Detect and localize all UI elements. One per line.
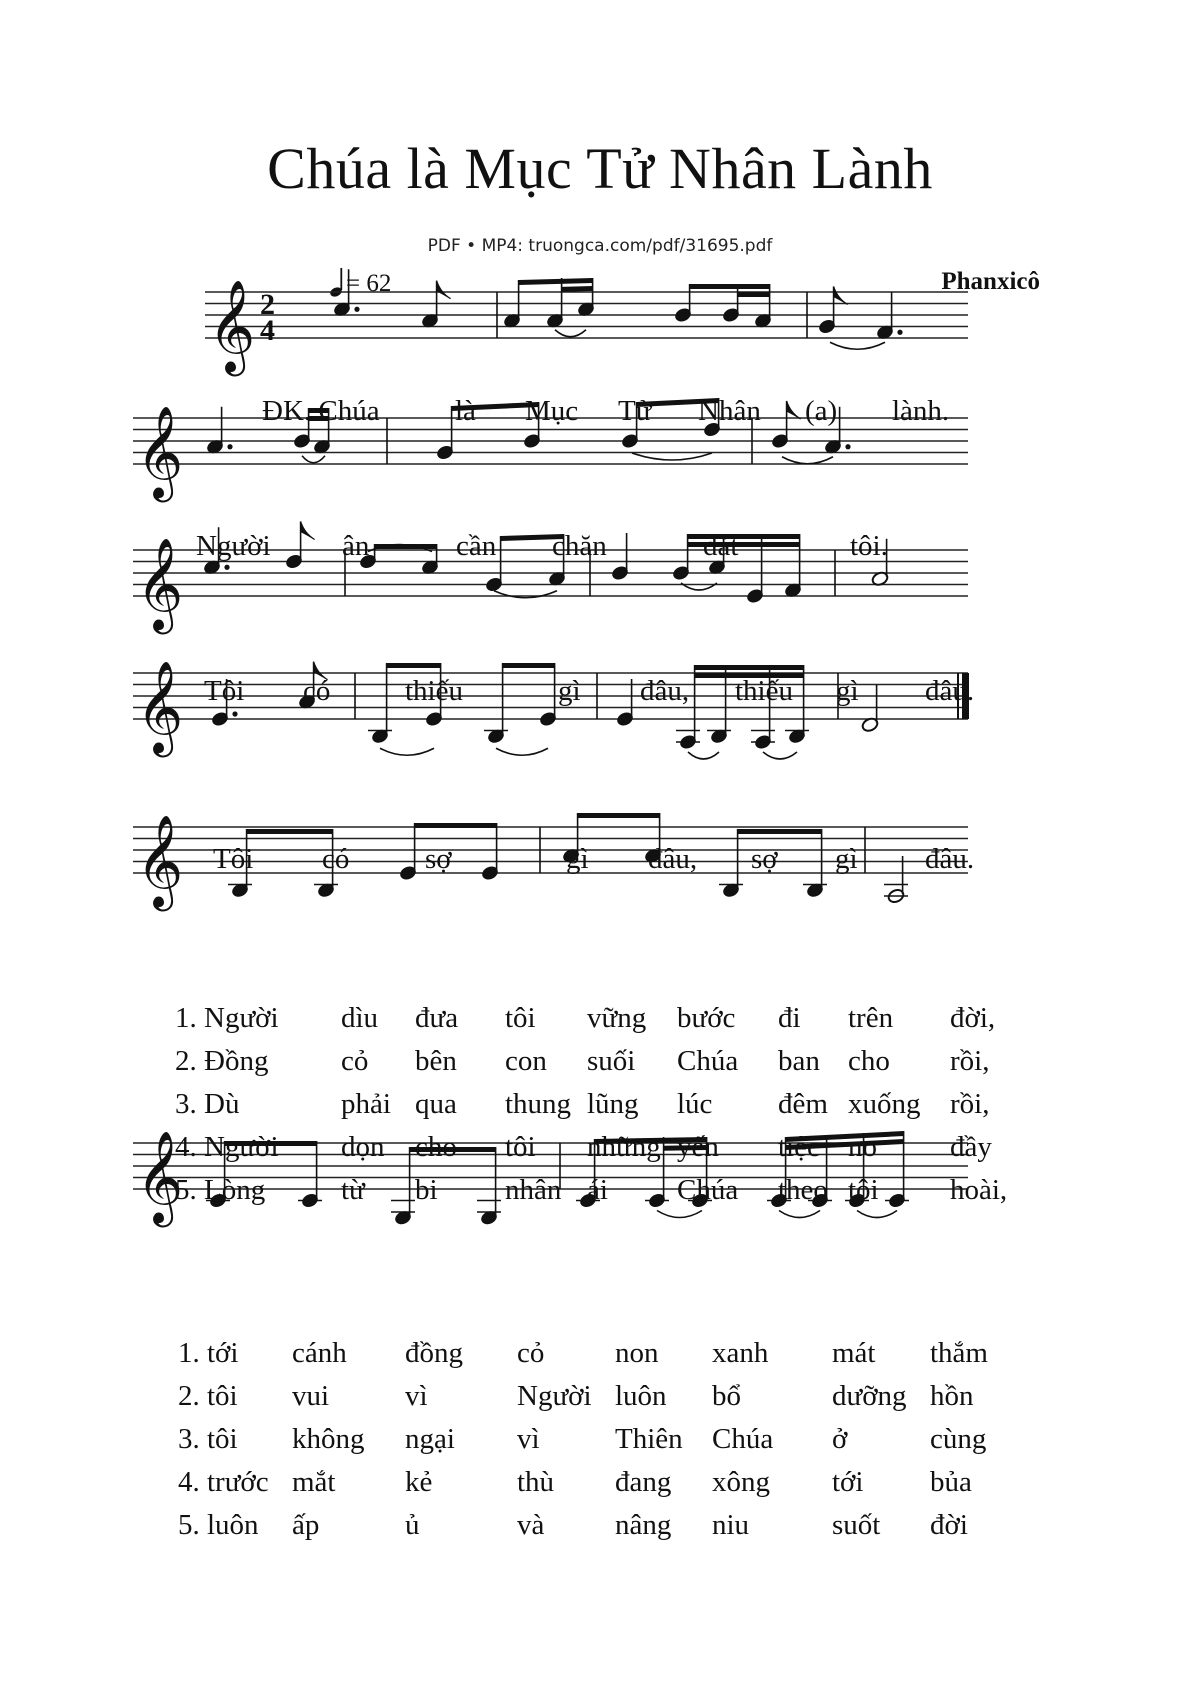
refrain-lyric: sợ <box>751 843 778 875</box>
verse-lyric: đồng <box>405 1337 463 1369</box>
time-signature-bottom: 4 <box>260 314 275 347</box>
verse-lyric: Chúa <box>677 1174 739 1206</box>
verse-lyric: bên <box>415 1045 457 1077</box>
verse-lyric: tới <box>832 1466 864 1498</box>
verse-lyric: vững <box>587 1002 647 1034</box>
beam <box>690 284 770 289</box>
verse-lyric: niu <box>712 1509 750 1541</box>
beam <box>562 286 593 292</box>
verse-lyric: từ <box>341 1174 365 1206</box>
verse-lyric: Chúa <box>677 1045 739 1077</box>
verse-lyric: dưỡng <box>832 1380 907 1412</box>
dot <box>232 711 237 716</box>
verse-lyric: đêm <box>778 1088 828 1120</box>
verse-lyric: no <box>848 1131 877 1163</box>
verse-lyric: thung <box>505 1088 572 1120</box>
verse-lyric: 2. tôi <box>178 1380 238 1412</box>
verse-lyric: cánh <box>292 1337 347 1369</box>
refrain-lyric: có <box>303 675 331 707</box>
refrain-lyric: Tử <box>618 395 652 427</box>
verse-lyric: đời <box>930 1509 968 1541</box>
verse-lyric: cỏ <box>517 1337 545 1369</box>
verse-lyric: thù <box>517 1466 555 1498</box>
treble-clef-icon: 𝄞 <box>136 818 184 906</box>
verse-lyric: luôn <box>615 1380 667 1412</box>
dot <box>897 330 902 335</box>
slur <box>380 748 434 755</box>
beam <box>695 665 804 670</box>
verse-lyric: cho <box>848 1045 890 1077</box>
verse-lyric: nâng <box>615 1509 672 1541</box>
verse-lyric: những <box>587 1131 661 1163</box>
verse-lyric: 5. Lòng <box>175 1174 266 1206</box>
treble-clef-icon: 𝄞 <box>208 283 256 371</box>
beam <box>247 829 333 834</box>
verse-lyric: Chúa <box>712 1423 774 1455</box>
verse-lyric: bước <box>677 1002 736 1034</box>
verse-lyric: dọn <box>341 1131 385 1163</box>
refrain-lyric: sợ <box>425 843 452 875</box>
beam <box>519 278 593 285</box>
verse-lyric: 5. luôn <box>178 1509 259 1541</box>
refrain-lyric: Nhân <box>698 395 761 427</box>
verse-lyric: theo <box>778 1174 828 1206</box>
dot <box>845 444 850 449</box>
verse-lyric: 2. Đồng <box>175 1045 269 1077</box>
refrain-lyric: đâu. <box>925 843 975 875</box>
slur <box>782 457 833 464</box>
verse-lyric: đi <box>778 1002 801 1034</box>
slur <box>496 748 548 755</box>
verse-lyric: 1. tới <box>178 1337 239 1369</box>
refrain-lyric: Tôi <box>213 843 254 875</box>
beam <box>415 823 497 828</box>
verse-lyric: cùng <box>930 1423 987 1455</box>
verse-lyric: suốt <box>832 1509 881 1541</box>
refrain-lyric: gì <box>566 843 589 875</box>
verse-lyric: Thiên <box>615 1423 683 1455</box>
slur <box>555 330 586 337</box>
note-flag <box>834 287 848 305</box>
refrain-lyric: gì <box>836 675 859 707</box>
refrain-lyric: thiếu <box>405 675 463 707</box>
verse-lyric: tôi <box>848 1174 879 1206</box>
slur <box>657 1211 702 1218</box>
verse-lyric: ái <box>587 1174 608 1206</box>
beam <box>738 292 770 297</box>
verse-lyric: bổ <box>712 1380 741 1412</box>
dot <box>227 444 232 449</box>
verse-lyric: đang <box>615 1466 672 1498</box>
beam <box>387 663 441 668</box>
verse-lyric: thắm <box>930 1337 988 1369</box>
verse-lyric: không <box>292 1423 365 1455</box>
refrain-lyric: lành. <box>892 395 950 427</box>
dot <box>354 307 359 312</box>
verse-lyric: vì <box>517 1423 540 1455</box>
composer: Phanxicô <box>941 268 1040 295</box>
treble-clef-icon: 𝄞 <box>136 541 184 629</box>
verse-lyric: xanh <box>712 1337 769 1369</box>
refrain-lyric: đâu, <box>640 675 690 707</box>
refrain-lyric: gì <box>558 675 581 707</box>
slur <box>763 752 797 759</box>
verse-lyric: 4. trước <box>178 1466 269 1498</box>
note-flag <box>301 522 315 540</box>
beam <box>738 829 822 834</box>
beam <box>503 663 555 668</box>
verse-lyric: bi <box>415 1174 438 1206</box>
verse-lyric: lúc <box>677 1088 713 1120</box>
beam <box>578 813 660 818</box>
verse-lyric: tôi <box>505 1002 536 1034</box>
refrain-lyric: ân <box>342 530 370 562</box>
slur <box>857 1211 897 1218</box>
verse-lyric: ban <box>778 1045 820 1077</box>
refrain-lyric: Mục <box>525 395 579 427</box>
verse-lyric: ngại <box>405 1423 455 1455</box>
verse-lyric: rồi, <box>950 1045 990 1077</box>
verse-lyric: hồn <box>930 1380 974 1412</box>
verse-lyric: đầy <box>950 1131 992 1163</box>
refrain-lyric: thiếu <box>735 675 793 707</box>
verse-lyric: tiệc <box>778 1131 820 1163</box>
slur <box>830 342 885 349</box>
verse-lyric: 3. Dù <box>175 1088 240 1120</box>
note-flag <box>787 401 801 419</box>
verse-lyric: kẻ <box>405 1466 433 1498</box>
refrain-lyric: là <box>455 395 476 427</box>
refrain-lyric: Người <box>196 530 271 562</box>
slur <box>779 1211 820 1218</box>
verse-lyric: mát <box>832 1337 876 1369</box>
verse-lyric: 4. Người <box>175 1131 279 1163</box>
note-flag <box>437 281 451 299</box>
verse-lyric: hoài, <box>950 1174 1008 1206</box>
verse-lyric: ủ <box>405 1509 420 1541</box>
refrain-lyric: dắt <box>703 530 739 562</box>
verse-lyric: vì <box>405 1380 428 1412</box>
refrain-lyric: chăn <box>552 530 607 562</box>
verse-lyric: qua <box>415 1088 457 1120</box>
verse-lyric: cho <box>415 1131 457 1163</box>
dot <box>224 565 229 570</box>
verse-lyric: đời, <box>950 1002 996 1034</box>
treble-clef-icon: 𝄞 <box>136 409 184 497</box>
refrain-lyric: (a) <box>805 395 838 427</box>
verse-lyric: ấp <box>292 1509 320 1541</box>
verse-lyric: mắt <box>292 1466 336 1498</box>
refrain-lyric: cần <box>456 530 497 562</box>
verse-lyric: nhân <box>505 1174 562 1206</box>
verse-lyric: Người <box>517 1380 592 1412</box>
verse-lyric: suối <box>587 1045 636 1077</box>
verse-lyric: dìu <box>341 1002 379 1034</box>
refrain-lyric: ĐK. Chúa <box>262 395 380 427</box>
verse-lyric: vui <box>292 1380 330 1412</box>
verse-lyric: lũng <box>587 1088 639 1120</box>
tempo-value: = 62 <box>346 270 392 297</box>
treble-clef-icon: 𝄞 <box>136 664 184 752</box>
refrain-lyric: tôi. <box>850 530 888 562</box>
verse-lyric: rồi, <box>950 1088 990 1120</box>
slur <box>632 453 712 460</box>
refrain-lyric: gì <box>835 843 858 875</box>
refrain-lyric: đâu. <box>925 675 975 707</box>
slur <box>688 752 719 759</box>
refrain-lyric: đâu, <box>648 843 698 875</box>
verse-lyric: và <box>517 1509 545 1541</box>
verse-lyric: xuống <box>848 1088 921 1120</box>
verse-lyric: con <box>505 1045 547 1077</box>
refrain-lyric: có <box>322 843 350 875</box>
verse-lyric: yến <box>677 1131 719 1163</box>
verse-lyric: 3. tôi <box>178 1423 238 1455</box>
verse-lyric: bủa <box>930 1466 972 1498</box>
verse-lyric: 1. Người <box>175 1002 279 1034</box>
treble-clef-icon: 𝄞 <box>136 1134 184 1222</box>
refrain-lyric: Tôi <box>204 675 245 707</box>
time-signature-top: 2 <box>260 288 275 321</box>
verse-lyric: cỏ <box>341 1045 369 1077</box>
source-link[interactable]: PDF • MP4: truongca.com/pdf/31695.pdf <box>427 236 773 256</box>
verse-lyric: tôi <box>505 1131 536 1163</box>
verse-lyric: xông <box>712 1466 770 1498</box>
slur <box>302 456 325 463</box>
verse-lyric: đưa <box>415 1002 459 1034</box>
verse-lyric: non <box>615 1337 659 1369</box>
verse-lyric: trên <box>848 1002 894 1034</box>
song-title: Chúa là Mục Tử Nhân Lành <box>267 136 933 201</box>
verse-lyric: phải <box>341 1088 391 1120</box>
verse-lyric: ở <box>832 1423 848 1455</box>
